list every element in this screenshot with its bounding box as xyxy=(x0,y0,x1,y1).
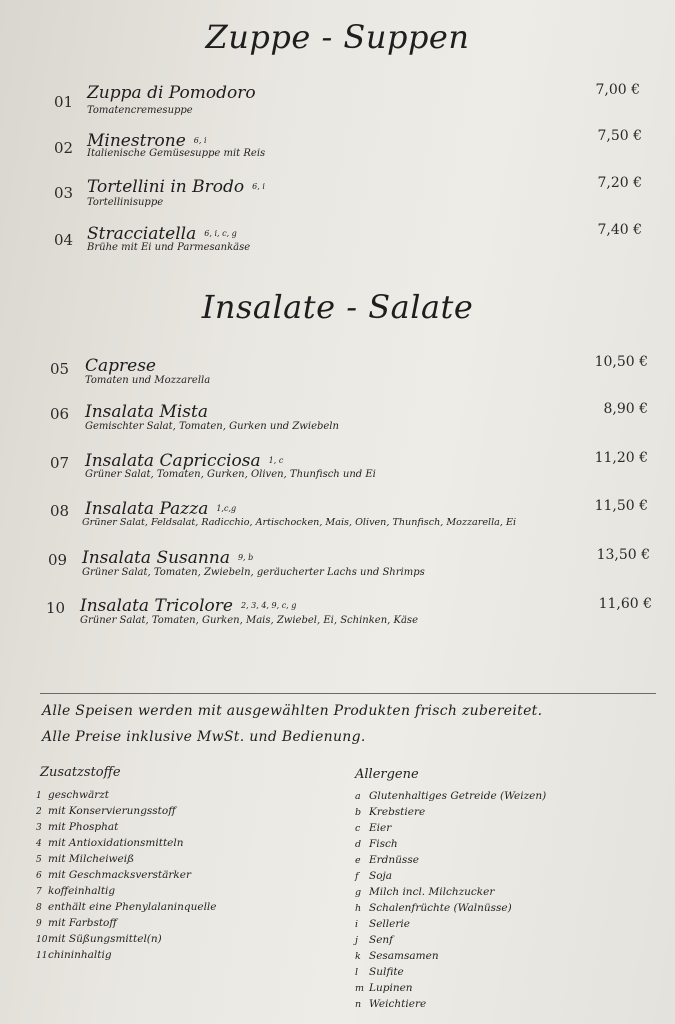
menu-item-05 xyxy=(0,354,675,400)
item-description: Brühe mit Ei und Parmesankäse xyxy=(87,242,251,253)
allergen-item: b Krebstiere xyxy=(355,806,426,818)
additive-item: 1 geschwärzt xyxy=(36,789,109,801)
item-price: 11,20 € xyxy=(594,450,648,466)
menu-item-09 xyxy=(0,547,675,593)
allergen-item: k Sesamsamen xyxy=(355,950,439,962)
menu-item-08 xyxy=(0,498,675,544)
item-name: Insalata Mista xyxy=(85,402,209,422)
item-allergen-codes: 1, c xyxy=(268,456,284,465)
item-allergen-codes: 2, 3, 4, 9, c, g xyxy=(240,601,297,610)
additive-item: 4 mit Antioxidationsmitteln xyxy=(36,837,184,849)
item-description: Grüner Salat, Feldsalat, Radicchio, Artischocken, Mais, Oliven, Thunfisch, Mozzarella, Ei xyxy=(82,517,517,528)
item-name: Caprese xyxy=(85,356,156,376)
allergen-item: e Erdnüsse xyxy=(355,854,419,866)
menu-item-01 xyxy=(0,82,675,128)
item-number: 05 xyxy=(50,360,70,378)
allergen-item: m Lupinen xyxy=(355,982,413,994)
additive-item: 8 enthält eine Phenylalaninquelle xyxy=(36,901,217,913)
menu-item-03 xyxy=(0,175,675,221)
allergen-item: h Schalenfrüchte (Walnüsse) xyxy=(355,902,512,914)
item-description: Tomatencremesuppe xyxy=(87,105,193,116)
item-description: Grüner Salat, Tomaten, Gurken, Mais, Zwiebel, Ei, Schinken, Käse xyxy=(80,615,418,626)
item-price: 7,00 € xyxy=(595,82,640,98)
item-number: 07 xyxy=(50,454,70,472)
additive-item: 9 mit Farbstoff xyxy=(36,917,117,929)
item-allergen-codes: 6, i, c, g xyxy=(204,229,237,238)
item-allergen-codes: 6, i xyxy=(193,136,207,145)
item-name: Minestrone 6, i xyxy=(87,131,207,151)
allergen-item: l Sulfite xyxy=(355,966,404,978)
additive-item: 3 mit Phosphat xyxy=(36,821,119,833)
item-number: 04 xyxy=(54,231,74,249)
item-number: 06 xyxy=(50,405,70,423)
item-price: 7,50 € xyxy=(597,128,642,144)
item-description: Tortellinisuppe xyxy=(87,197,164,208)
item-number: 01 xyxy=(54,93,74,111)
additives-list xyxy=(36,789,217,965)
allergen-item: d Fisch xyxy=(355,838,398,850)
item-number: 03 xyxy=(54,184,74,202)
item-number: 10 xyxy=(46,599,66,617)
item-name: Tortellini in Brodo 6, i xyxy=(87,177,265,197)
item-description: Grüner Salat, Tomaten, Gurken, Oliven, Thunfisch und Ei xyxy=(85,469,376,480)
allergen-item: c Eier xyxy=(355,822,392,834)
allergen-item: a Glutenhaltiges Getreide (Weizen) xyxy=(355,790,547,802)
menu-item-10 xyxy=(0,596,675,642)
item-name: Insalata Pazza 1,c,g xyxy=(85,499,237,519)
item-number: 08 xyxy=(50,502,70,520)
item-price: 11,50 € xyxy=(594,498,648,514)
additive-item: 2 mit Konservierungsstoff xyxy=(36,805,176,817)
menu-item-02 xyxy=(0,128,675,174)
menu-item-06 xyxy=(0,401,675,447)
allergen-item: i Sellerie xyxy=(355,918,410,930)
item-price: 8,90 € xyxy=(603,401,648,417)
item-description: Italienische Gemüsesuppe mit Reis xyxy=(87,148,266,159)
item-allergen-codes: 6, i xyxy=(252,182,265,191)
item-name: Insalata Capricciosa 1, c xyxy=(85,451,284,471)
additive-item: 6 mit Geschmacksverstärker xyxy=(36,869,192,881)
allergens-list xyxy=(355,790,546,1014)
allergen-item: j Senf xyxy=(355,934,394,946)
item-description: Tomaten und Mozzarella xyxy=(85,375,211,386)
additive-item: 11chininhaltig xyxy=(36,949,112,961)
additives-title: Zusatzstoffe xyxy=(40,765,121,780)
item-price: 7,40 € xyxy=(597,222,642,238)
item-description: Grüner Salat, Tomaten, Zwiebeln, geräucherter Lachs und Shrimps xyxy=(82,567,425,578)
menu-item-07 xyxy=(0,450,675,496)
item-number: 09 xyxy=(48,551,68,569)
additive-item: 7 koffeinhaltig xyxy=(36,885,116,897)
item-name: Stracciatella 6, i, c, g xyxy=(87,224,237,244)
soups-section-title: Zuppe - Suppen xyxy=(205,18,470,56)
item-price: 7,20 € xyxy=(597,175,642,191)
item-description: Gemischter Salat, Tomaten, Gurken und Zwiebeln xyxy=(85,421,339,432)
price-note: Alle Preise inklusive MwSt. und Bedienung. xyxy=(42,729,366,745)
item-allergen-codes: 1,c,g xyxy=(216,504,237,513)
allergen-item: g Milch incl. Milchzucker xyxy=(355,886,495,898)
salads-section-title: Insalate - Salate xyxy=(201,288,474,326)
allergen-item: n Weichtiere xyxy=(355,998,427,1010)
item-name: Insalata Susanna 9, b xyxy=(82,548,254,568)
item-name: Zuppa di Pomodoro xyxy=(87,83,256,103)
divider-line xyxy=(40,693,656,694)
item-name: Insalata Tricolore 2, 3, 4, 9, c, g xyxy=(80,596,297,616)
item-number: 02 xyxy=(54,139,74,157)
item-allergen-codes: 9, b xyxy=(237,553,254,562)
item-price: 11,60 € xyxy=(598,596,652,612)
menu-item-04 xyxy=(0,222,675,268)
item-price: 13,50 € xyxy=(596,547,650,563)
allergens-title: Allergene xyxy=(355,767,419,782)
allergen-item: f Soja xyxy=(355,870,393,882)
additive-item: 5 mit Milcheiweiß xyxy=(36,853,135,865)
additive-item: 10mit Süßungsmittel(n) xyxy=(36,933,162,945)
freshness-note: Alle Speisen werden mit ausgewählten Produkten frisch zubereitet. xyxy=(42,703,543,719)
item-price: 10,50 € xyxy=(594,354,648,370)
